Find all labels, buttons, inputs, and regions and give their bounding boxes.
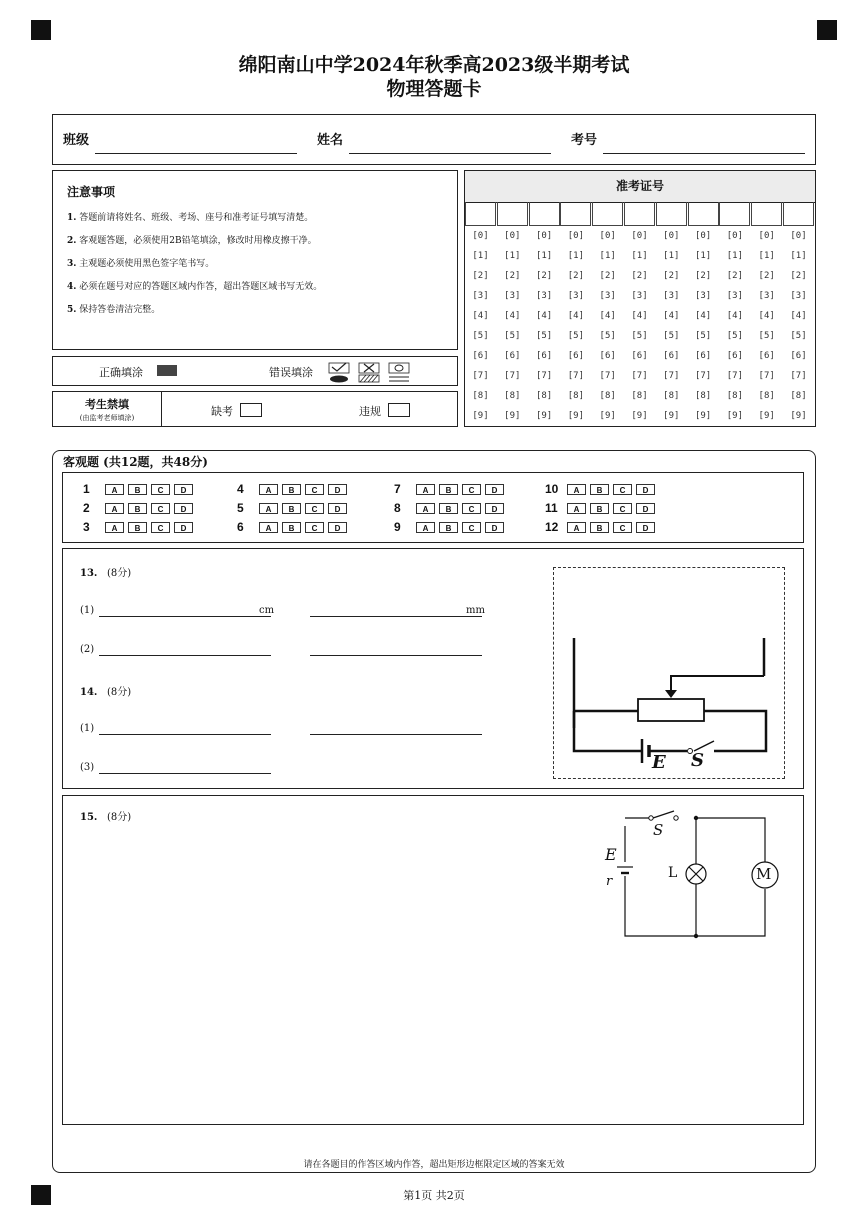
ticket-bubble[interactable]: [8] — [631, 391, 648, 401]
ticket-bubble[interactable]: [1] — [535, 251, 553, 261]
ticket-bubble[interactable]: [4] — [472, 311, 489, 321]
circuit2-s-label: S — [653, 821, 664, 839]
ticket-bubble[interactable]: [8] — [694, 391, 712, 401]
wrong-fill-label: 错误填涂 — [269, 366, 313, 379]
circuit-diagram-2 — [599, 804, 789, 950]
question-number: 12 — [545, 520, 559, 534]
option-bubble[interactable]: D — [485, 503, 504, 514]
ticket-bubble[interactable]: [2] — [694, 271, 712, 281]
option-bubble[interactable]: C — [305, 503, 324, 514]
ticket-digit-input[interactable] — [529, 202, 560, 226]
ticket-bubble[interactable]: [2] — [790, 271, 807, 281]
ticket-column — [465, 202, 496, 426]
ticket-bubble[interactable]: [4] — [758, 311, 775, 321]
ticket-bubble[interactable]: [3] — [567, 291, 585, 301]
q15-header: 15. (8分) — [80, 812, 132, 823]
ticket-column — [688, 202, 719, 426]
objective-title: 客观题 (共12题，共48分) — [63, 455, 208, 469]
page-number: 第1页 共2页 — [403, 1189, 465, 1202]
forbidden-label-cell — [53, 392, 162, 426]
question-number: 11 — [545, 501, 558, 515]
option-bubble[interactable]: D — [328, 484, 347, 495]
forbidden-box — [52, 391, 458, 427]
student-info-box — [52, 114, 816, 165]
ticket-bubble[interactable]: [3] — [535, 291, 553, 301]
option-bubble[interactable]: B — [282, 522, 301, 533]
name-label: 姓名 — [317, 133, 344, 148]
ticket-bubble[interactable]: [8] — [535, 391, 553, 401]
ticket-bubble[interactable]: [1] — [567, 251, 585, 261]
ticket-bubble[interactable]: [1] — [631, 251, 648, 261]
question-number: 9 — [394, 520, 401, 534]
q13-q14-box — [62, 548, 804, 789]
option-bubble[interactable]: A — [416, 484, 435, 495]
circuit1-s-label: S — [691, 750, 704, 771]
ticket-bubble[interactable]: [3] — [758, 291, 775, 301]
ticket-bubble[interactable]: [6] — [472, 351, 489, 361]
ticket-bubble[interactable]: [8] — [504, 391, 521, 401]
objective-box — [62, 472, 804, 543]
option-bubble[interactable]: A — [567, 503, 586, 514]
ticket-bubble[interactable]: [1] — [758, 251, 775, 261]
ticket-digit-input[interactable] — [560, 202, 591, 226]
ticket-bubble[interactable]: [6] — [726, 351, 744, 361]
ticket-bubble[interactable]: [5] — [504, 331, 521, 341]
objective-question-row — [83, 520, 197, 534]
exam-no-field[interactable] — [603, 153, 805, 154]
wrong-fill-samples — [327, 360, 413, 384]
option-bubble[interactable]: A — [567, 484, 586, 495]
option-bubble[interactable]: A — [416, 503, 435, 514]
ticket-bubble[interactable]: [7] — [504, 371, 521, 381]
option-bubble[interactable]: A — [259, 484, 278, 495]
question-number: 1 — [83, 482, 90, 496]
exam-no-label: 考号 — [571, 133, 598, 148]
ticket-bubble[interactable]: [2] — [726, 271, 744, 281]
option-bubble[interactable]: C — [151, 522, 170, 533]
note-item: 4. 必须在题号对应的答题区域内作答，超出答题区域书写无效。 — [67, 282, 323, 292]
option-bubble[interactable]: B — [590, 522, 609, 533]
option-bubble[interactable]: D — [636, 503, 655, 514]
option-bubble[interactable]: B — [590, 484, 609, 495]
ticket-bubble[interactable]: [8] — [599, 391, 616, 401]
question-number: 2 — [83, 501, 90, 515]
notes-list — [67, 207, 322, 322]
ticket-bubble[interactable]: [9] — [472, 411, 489, 421]
ticket-column — [560, 202, 591, 426]
objective-question-row — [237, 482, 351, 496]
question-number: 4 — [237, 482, 244, 496]
ticket-bubble[interactable]: [1] — [599, 251, 616, 261]
ticket-bubble[interactable]: [0] — [631, 231, 648, 241]
option-bubble[interactable]: B — [590, 503, 609, 514]
circuit2-r-label: r — [606, 874, 613, 889]
ticket-bubble[interactable]: [6] — [504, 351, 521, 361]
objective-question-row — [237, 520, 351, 534]
option-bubble[interactable]: C — [151, 484, 170, 495]
ticket-bubble[interactable]: [1] — [504, 251, 521, 261]
notes-title: 注意事项 — [67, 185, 116, 199]
q14-p1-blank1[interactable] — [99, 734, 271, 735]
circuit-diagram-1 — [553, 567, 785, 779]
option-bubble[interactable]: B — [439, 484, 458, 495]
option-bubble[interactable]: D — [174, 484, 193, 495]
ticket-bubble[interactable]: [9] — [567, 411, 585, 421]
ticket-bubble[interactable]: [7] — [472, 371, 489, 381]
ticket-bubble[interactable]: [9] — [790, 411, 807, 421]
q15-box — [62, 795, 804, 1125]
ticket-bubble[interactable]: [2] — [567, 271, 585, 281]
option-bubble[interactable]: D — [174, 522, 193, 533]
option-bubble[interactable]: C — [305, 522, 324, 533]
ticket-bubble[interactable]: [0] — [472, 231, 489, 241]
note-item: 5. 保持答卷清洁完整。 — [67, 305, 161, 315]
q14-p1-label: (1) — [80, 723, 95, 734]
option-bubble[interactable]: D — [328, 503, 347, 514]
page-subtitle: 物理答题卡 — [386, 78, 482, 100]
ticket-column — [529, 202, 560, 426]
ticket-bubble[interactable]: [1] — [694, 251, 712, 261]
ticket-bubble[interactable]: [5] — [790, 331, 807, 341]
option-bubble[interactable]: C — [613, 503, 632, 514]
q13-p1-label: (1) — [80, 605, 95, 616]
ticket-digit-input[interactable] — [656, 202, 687, 226]
ticket-bubble[interactable]: [6] — [758, 351, 775, 361]
absent-box[interactable] — [240, 403, 262, 417]
option-bubble[interactable]: A — [416, 522, 435, 533]
option-bubble[interactable]: A — [259, 503, 278, 514]
ticket-column — [497, 202, 528, 426]
ticket-bubble[interactable]: [6] — [694, 351, 712, 361]
ticket-bubble[interactable]: [5] — [599, 331, 616, 341]
question-number: 10 — [545, 482, 559, 496]
q13-p2-label: (2) — [80, 644, 95, 655]
objective-question-row — [237, 501, 351, 515]
q14-p1-blank2[interactable] — [310, 734, 482, 735]
question-number: 5 — [237, 501, 244, 515]
correct-fill-sample — [157, 365, 177, 376]
question-number: 7 — [394, 482, 401, 496]
ticket-bubble[interactable]: [6] — [790, 351, 807, 361]
ticket-bubble[interactable]: [0] — [567, 231, 585, 241]
ticket-bubble[interactable]: [7] — [535, 371, 553, 381]
ticket-bubble[interactable]: [5] — [631, 331, 648, 341]
ticket-digit-input[interactable] — [592, 202, 623, 226]
note-item: 3. 主观题必须使用黑色签字笔书写。 — [67, 259, 215, 269]
footer-note: 请在各题目的作答区域内作答，超出矩形边框限定区域的答案无效 — [303, 1160, 565, 1170]
ticket-bubble[interactable]: [8] — [790, 391, 807, 401]
name-field[interactable] — [349, 153, 551, 154]
ticket-digit-input[interactable] — [719, 202, 750, 226]
ticket-digit-input[interactable] — [624, 202, 655, 226]
option-bubble[interactable]: B — [439, 522, 458, 533]
ticket-bubble[interactable]: [4] — [663, 311, 680, 321]
ticket-bubble[interactable]: [5] — [567, 331, 585, 341]
ticket-bubble[interactable]: [0] — [599, 231, 616, 241]
ticket-bubble[interactable]: [3] — [631, 291, 648, 301]
option-bubble[interactable]: A — [105, 503, 124, 514]
correct-fill-label: 正确填涂 — [99, 366, 143, 379]
ticket-bubble[interactable]: [5] — [472, 331, 489, 341]
ticket-bubble[interactable]: [4] — [631, 311, 648, 321]
option-bubble[interactable]: D — [485, 484, 504, 495]
ticket-bubble[interactable]: [1] — [472, 251, 489, 261]
ticket-bubble[interactable]: [3] — [694, 291, 712, 301]
page-title: 绵阳南山中学2024年秋季高2023级半期考试 — [238, 54, 630, 76]
violation-box[interactable] — [388, 403, 410, 417]
ticket-bubble[interactable]: [6] — [535, 351, 553, 361]
option-bubble[interactable]: A — [105, 522, 124, 533]
question-number: 3 — [83, 520, 90, 534]
ticket-bubble[interactable]: [2] — [504, 271, 521, 281]
objective-question-row — [394, 501, 508, 515]
ticket-bubble[interactable]: [4] — [535, 311, 553, 321]
ticket-bubble[interactable]: [0] — [504, 231, 521, 241]
objective-question-row — [394, 520, 508, 534]
circuit2-l-label: L — [668, 865, 678, 881]
ticket-bubble[interactable]: [1] — [726, 251, 744, 261]
ticket-bubble[interactable]: [3] — [504, 291, 521, 301]
ticket-digit-input[interactable] — [465, 202, 496, 226]
ticket-digit-input[interactable] — [688, 202, 719, 226]
ticket-bubble[interactable]: [5] — [758, 331, 775, 341]
ticket-column — [592, 202, 623, 426]
option-bubble[interactable]: B — [282, 484, 301, 495]
q13-p1-blank1[interactable] — [99, 616, 271, 617]
ticket-bubble[interactable]: [2] — [599, 271, 616, 281]
option-bubble[interactable]: B — [439, 503, 458, 514]
ticket-bubble[interactable]: [0] — [663, 231, 680, 241]
ticket-bubble[interactable]: [3] — [726, 291, 744, 301]
ticket-bubble[interactable]: [8] — [726, 391, 744, 401]
q13-header: 13. (8分) — [80, 568, 132, 579]
option-bubble[interactable]: C — [151, 503, 170, 514]
ticket-bubble[interactable]: [7] — [790, 371, 807, 381]
ticket-bubble[interactable]: [2] — [631, 271, 648, 281]
ticket-bubble[interactable]: [7] — [567, 371, 585, 381]
ticket-bubble[interactable]: [7] — [726, 371, 744, 381]
note-item: 2. 客观题答题，必须使用2B铅笔填涂，修改时用橡皮擦干净。 — [67, 236, 317, 246]
ticket-bubble[interactable]: [3] — [599, 291, 616, 301]
ticket-bubble[interactable]: [8] — [758, 391, 775, 401]
option-bubble[interactable]: B — [282, 503, 301, 514]
ticket-column — [624, 202, 655, 426]
option-bubble[interactable]: C — [462, 503, 481, 514]
ticket-bubble[interactable]: [5] — [694, 331, 712, 341]
fill-example-box — [52, 356, 458, 386]
ticket-bubble[interactable]: [2] — [535, 271, 553, 281]
q14-p3-label: (3) — [80, 762, 95, 773]
corner-mark-top-right — [817, 20, 837, 40]
q13-unit-cm: cm — [259, 605, 275, 616]
option-bubble[interactable]: C — [305, 484, 324, 495]
ticket-digit-input[interactable] — [783, 202, 814, 226]
option-bubble[interactable]: A — [567, 522, 586, 533]
ticket-bubble[interactable]: [4] — [567, 311, 585, 321]
ticket-bubble[interactable]: [8] — [472, 391, 489, 401]
circuit1-e-label: E — [652, 752, 666, 773]
ticket-bubble[interactable]: [2] — [758, 271, 775, 281]
ticket-bubble[interactable]: [6] — [631, 351, 648, 361]
ticket-column — [783, 202, 814, 426]
ticket-bubble[interactable]: [8] — [567, 391, 585, 401]
option-bubble[interactable]: A — [259, 522, 278, 533]
ticket-bubble[interactable]: [7] — [631, 371, 648, 381]
option-bubble[interactable]: D — [328, 522, 347, 533]
class-label: 班级 — [63, 133, 90, 148]
ticket-bubble[interactable]: [4] — [504, 311, 521, 321]
objective-question-row — [83, 482, 197, 496]
ticket-bubble[interactable]: [9] — [504, 411, 521, 421]
ticket-bubble[interactable]: [9] — [599, 411, 616, 421]
option-bubble[interactable]: D — [485, 522, 504, 533]
ticket-bubble[interactable]: [9] — [694, 411, 712, 421]
ticket-bubble[interactable]: [2] — [472, 271, 489, 281]
note-item: 1. 答题前请将姓名、班级、考场、座号和准考证号填写清楚。 — [67, 213, 314, 223]
option-bubble[interactable]: C — [462, 522, 481, 533]
forbidden-label: 考生禁填 — [85, 398, 129, 411]
ticket-bubble[interactable]: [3] — [472, 291, 489, 301]
ticket-column — [719, 202, 750, 426]
q14-p3-blank[interactable] — [99, 773, 271, 774]
corner-mark-top-left — [31, 20, 51, 40]
ticket-digit-input[interactable] — [497, 202, 528, 226]
q13-p2-blank1[interactable] — [99, 655, 271, 656]
ticket-bubble[interactable]: [2] — [663, 271, 680, 281]
ticket-bubble[interactable]: [3] — [663, 291, 680, 301]
option-bubble[interactable]: A — [105, 484, 124, 495]
ticket-title: 准考证号 — [465, 171, 815, 203]
ticket-bubble[interactable]: [0] — [694, 231, 712, 241]
ticket-bubble[interactable]: [4] — [790, 311, 807, 321]
option-bubble[interactable]: C — [613, 522, 632, 533]
option-bubble[interactable]: D — [636, 522, 655, 533]
ticket-bubble[interactable]: [5] — [663, 331, 680, 341]
ticket-column — [751, 202, 782, 426]
ticket-bubble[interactable]: [9] — [758, 411, 775, 421]
ticket-bubble[interactable]: [5] — [726, 331, 744, 341]
option-bubble[interactable]: B — [128, 484, 147, 495]
option-bubble[interactable]: B — [128, 503, 147, 514]
q13-p1-blank2[interactable] — [310, 616, 482, 617]
ticket-bubble[interactable]: [0] — [726, 231, 744, 241]
ticket-bubble[interactable]: [4] — [599, 311, 616, 321]
circuit2-m-label: M — [756, 865, 772, 883]
circuit2-e-label: E — [605, 845, 617, 864]
option-bubble[interactable]: C — [462, 484, 481, 495]
ticket-bubble[interactable]: [4] — [694, 311, 712, 321]
ticket-bubble[interactable]: [6] — [599, 351, 616, 361]
ticket-bubble[interactable]: [9] — [726, 411, 744, 421]
ticket-bubble[interactable]: [8] — [663, 391, 680, 401]
ticket-bubble[interactable]: [1] — [790, 251, 807, 261]
forbidden-sub: (由监考老师填涂) — [79, 414, 135, 422]
objective-question-row — [394, 482, 508, 496]
q14-header: 14. (8分) — [80, 687, 132, 698]
ticket-bubble[interactable]: [9] — [663, 411, 680, 421]
notes-box — [52, 170, 458, 350]
objective-question-row — [545, 482, 659, 496]
class-field[interactable] — [95, 153, 297, 154]
ticket-bubble[interactable]: [7] — [599, 371, 616, 381]
ticket-bubble[interactable]: [1] — [663, 251, 680, 261]
absent-label: 缺考 — [211, 405, 233, 418]
ticket-bubble[interactable]: [9] — [535, 411, 553, 421]
ticket-bubble[interactable]: [7] — [663, 371, 680, 381]
violation-label: 违规 — [359, 405, 381, 418]
option-bubble[interactable]: B — [128, 522, 147, 533]
ticket-bubble[interactable]: [4] — [726, 311, 744, 321]
ticket-bubble[interactable]: [6] — [567, 351, 585, 361]
ticket-bubble[interactable]: [9] — [631, 411, 648, 421]
q13-p2-blank2[interactable] — [310, 655, 482, 656]
option-bubble[interactable]: D — [174, 503, 193, 514]
objective-question-row — [545, 520, 659, 534]
ticket-bubble[interactable]: [6] — [663, 351, 680, 361]
ticket-bubble[interactable]: [3] — [790, 291, 807, 301]
ticket-bubble[interactable]: [7] — [694, 371, 712, 381]
option-bubble[interactable]: D — [636, 484, 655, 495]
option-bubble[interactable]: C — [613, 484, 632, 495]
ticket-column — [656, 202, 687, 426]
ticket-bubble[interactable]: [0] — [758, 231, 775, 241]
ticket-digit-input[interactable] — [751, 202, 782, 226]
ticket-bubble[interactable]: [0] — [790, 231, 807, 241]
question-number: 8 — [394, 501, 401, 515]
question-number: 6 — [237, 520, 244, 534]
ticket-bubble[interactable]: [0] — [535, 231, 553, 241]
objective-question-row — [83, 501, 197, 515]
ticket-bubble[interactable]: [7] — [758, 371, 775, 381]
objective-question-row — [545, 501, 659, 515]
q13-unit-mm: mm — [466, 605, 485, 616]
ticket-bubble[interactable]: [5] — [535, 331, 553, 341]
